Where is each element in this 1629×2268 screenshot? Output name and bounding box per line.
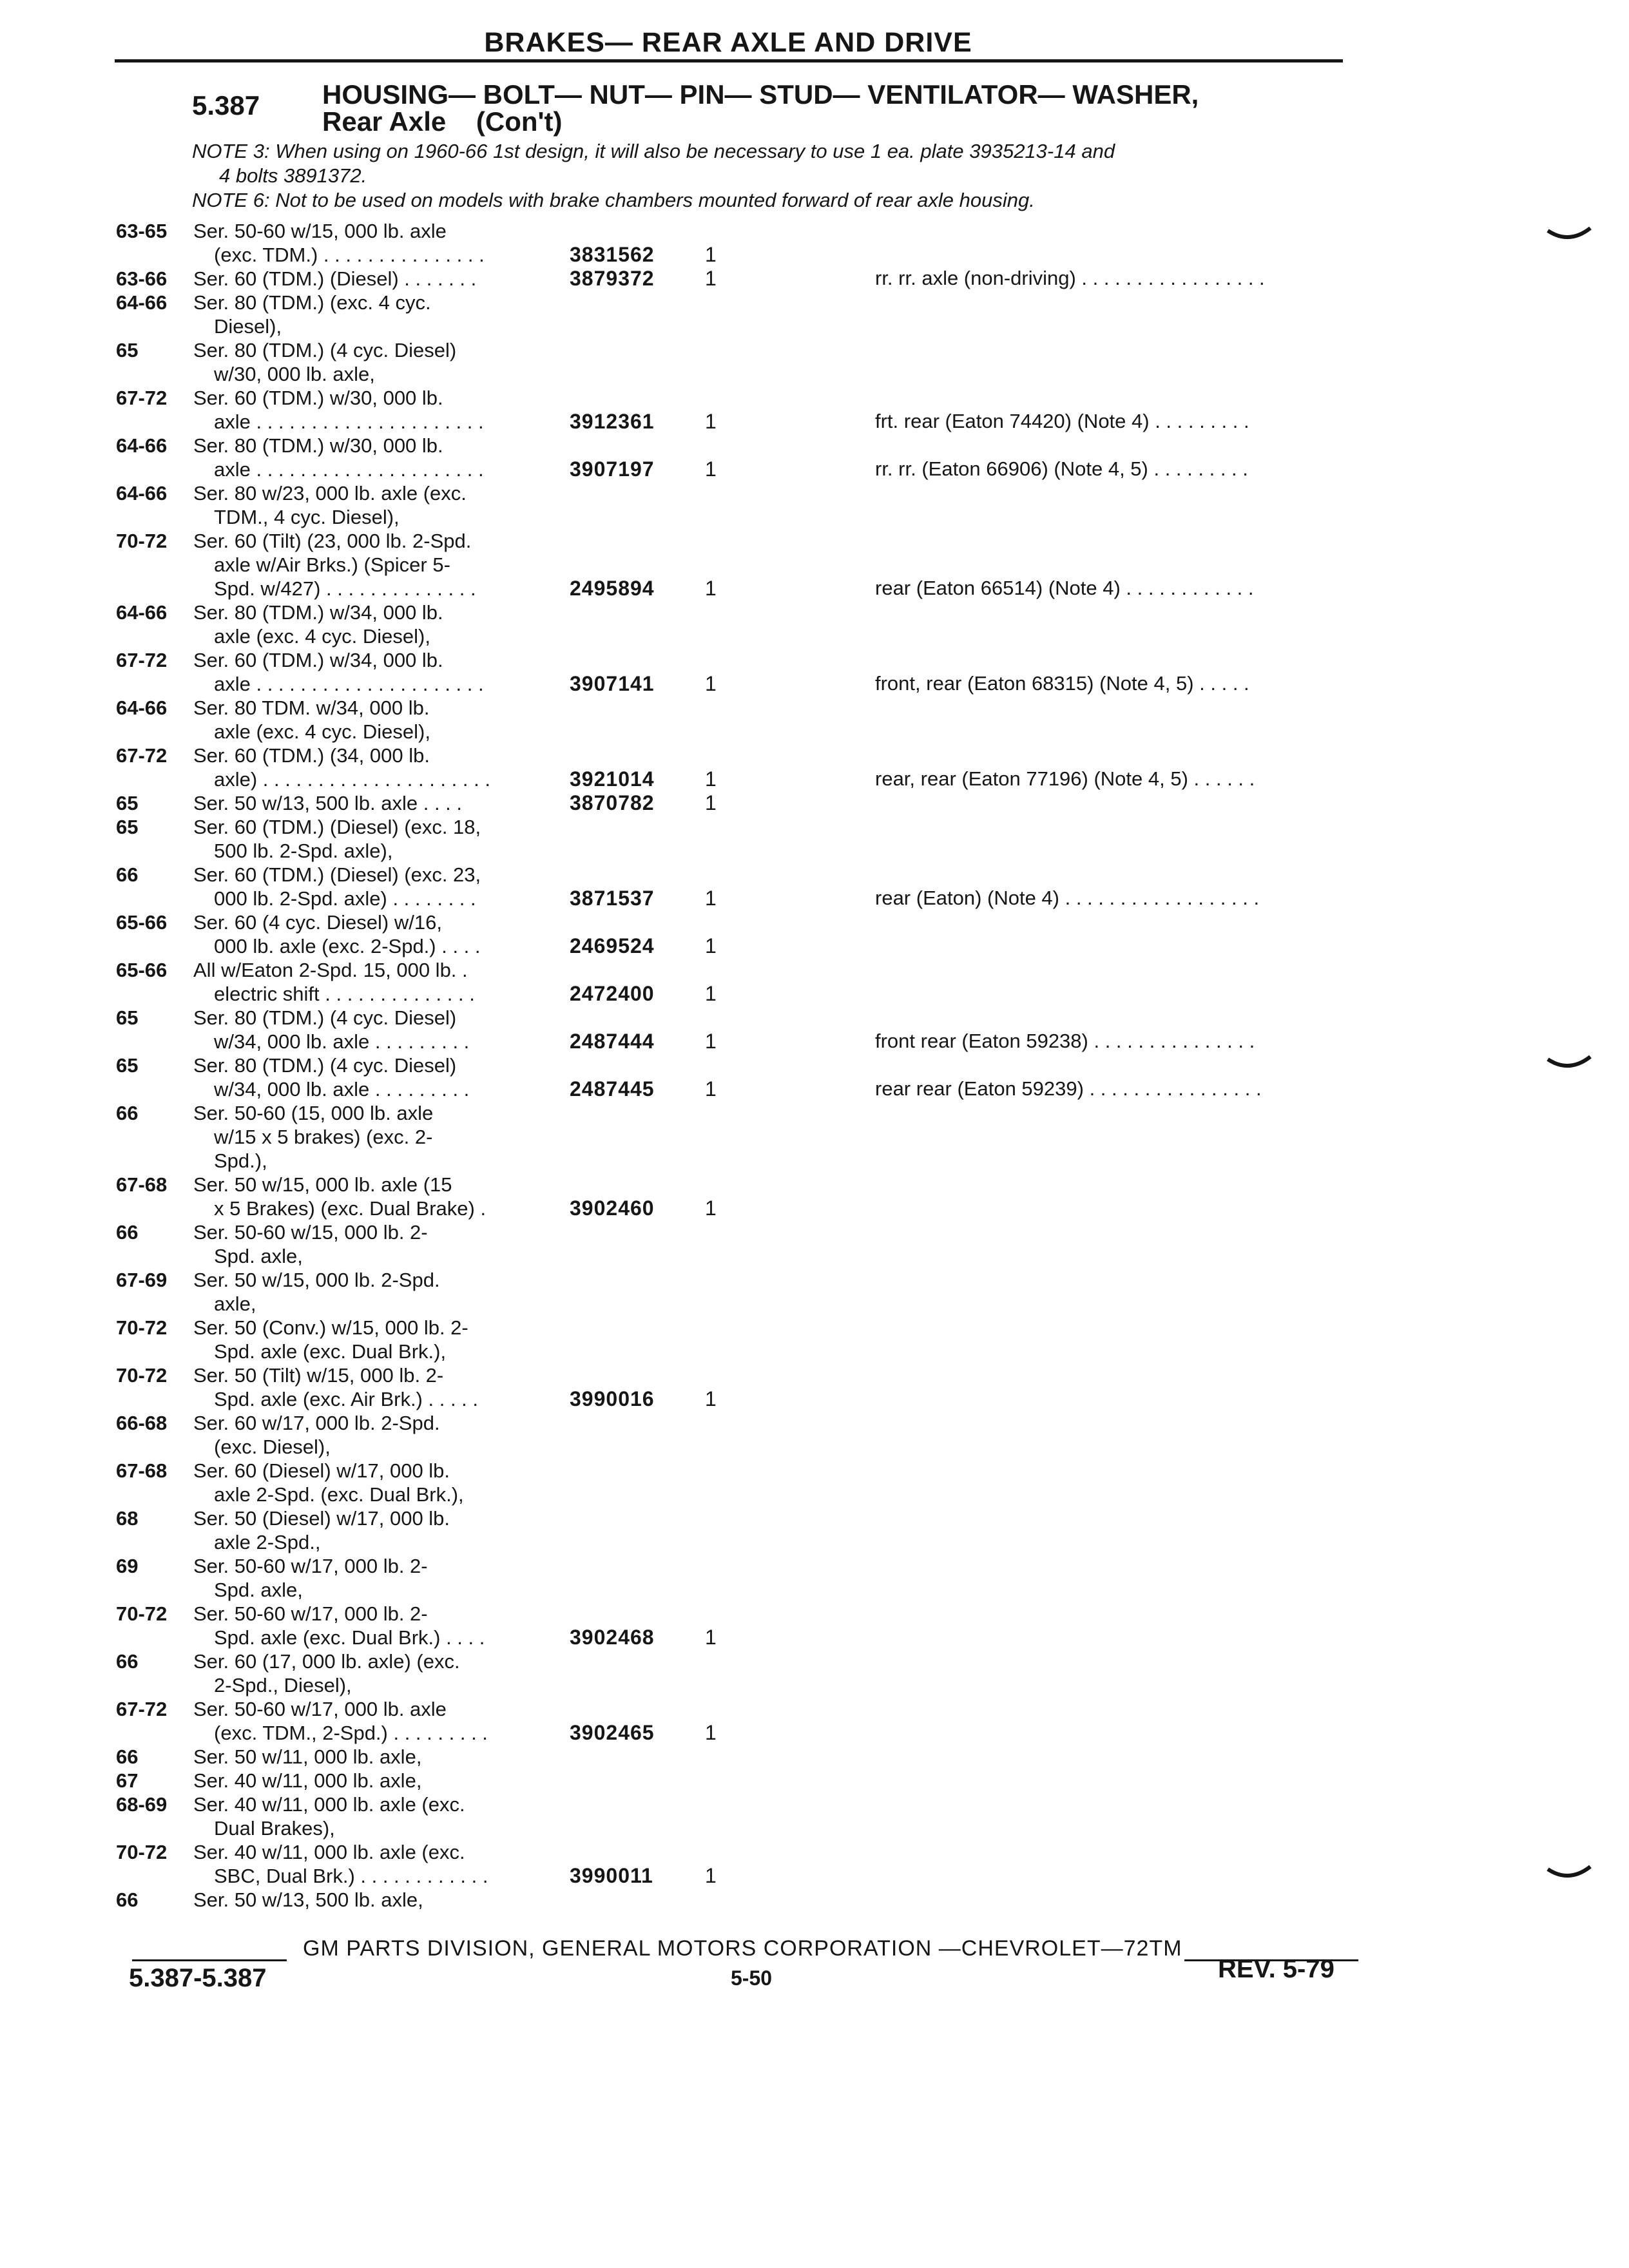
application-description — [193, 1053, 554, 1101]
quantity: 1 — [705, 243, 717, 266]
description-line: Spd. axle (exc. Air Brk.) . . . . . — [214, 1388, 479, 1410]
description-line: Ser. 40 w/11, 000 lb. axle (exc. — [193, 1841, 465, 1863]
usage-note: rr. rr. (Eaton 66906) (Note 4, 5) . . . . . . . . . — [875, 457, 1248, 480]
quantity: 1 — [705, 887, 717, 910]
model-years: 66 — [116, 1888, 139, 1911]
description-line: axle) . . . . . . . . . . . . . . . . . . . . . — [214, 768, 490, 791]
description-line: Ser. 50-60 w/15, 000 lb. 2- — [193, 1221, 428, 1244]
usage-note: rear, rear (Eaton 77196) (Note 4, 5) . . . . . . — [875, 767, 1255, 790]
application-description — [193, 1745, 554, 1769]
description-line: axle . . . . . . . . . . . . . . . . . . . . . — [214, 673, 484, 695]
quantity: 1 — [705, 267, 717, 290]
application-description — [193, 267, 554, 291]
application-description — [193, 1006, 554, 1053]
description-line: Ser. 50-60 w/17, 000 lb. axle — [193, 1698, 447, 1720]
model-years: 70-72 — [116, 530, 168, 552]
description-line: Ser. 80 TDM. w/34, 000 lb. — [193, 697, 430, 719]
description-line: Ser. 80 (TDM.) w/34, 000 lb. — [193, 601, 443, 624]
note-3-line1: NOTE 3: When using on 1960-66 1st design, it will also be necessary to use 1 ea. plate 3935213-14 and — [192, 140, 1115, 162]
application-description — [193, 1506, 554, 1554]
usage-note: front rear (Eaton 59238) . . . . . . . . . . . . . . . — [875, 1030, 1255, 1052]
description-line: Spd.), — [214, 1149, 267, 1172]
description-line: w/34, 000 lb. axle . . . . . . . . . — [214, 1030, 470, 1053]
model-years: 67-68 — [116, 1173, 168, 1196]
description-line: Ser. 80 (TDM.) (4 cyc. Diesel) — [193, 1006, 457, 1029]
model-years: 70-72 — [116, 1364, 168, 1387]
application-description — [193, 791, 554, 815]
footer-page-number: 5-50 — [731, 1966, 773, 1990]
usage-note: rear (Eaton 66514) (Note 4) . . . . . . . . . . . . — [875, 577, 1254, 599]
model-years: 67-68 — [116, 1459, 168, 1482]
margin-mark-icon — [1547, 226, 1592, 245]
quantity: 1 — [705, 1030, 717, 1053]
model-years: 66 — [116, 1650, 139, 1673]
page-header-title: BRAKES— REAR AXLE AND DRIVE — [484, 27, 972, 58]
application-description — [193, 1888, 554, 1912]
section-title-line2: Rear Axle (Con't) — [322, 106, 563, 137]
model-years: 68 — [116, 1507, 139, 1530]
part-number: 3902465 — [570, 1721, 655, 1744]
description-line: 000 lb. 2-Spd. axle) . . . . . . . . — [214, 887, 476, 910]
quantity: 1 — [705, 791, 717, 814]
quantity: 1 — [705, 982, 717, 1005]
description-line: Ser. 60 (TDM.) w/34, 000 lb. — [193, 649, 443, 671]
model-years: 65-66 — [116, 911, 168, 934]
part-number: 2495894 — [570, 577, 655, 600]
description-line: Ser. 40 w/11, 000 lb. axle (exc. — [193, 1793, 465, 1816]
part-number: 3902460 — [570, 1196, 655, 1220]
description-line: SBC, Dual Brk.) . . . . . . . . . . . . — [214, 1865, 488, 1887]
description-line: axle w/Air Brks.) (Spicer 5- — [214, 553, 450, 576]
application-description — [193, 1554, 554, 1602]
description-line: x 5 Brakes) (exc. Dual Brake) . — [214, 1197, 487, 1220]
part-number: 2469524 — [570, 934, 655, 957]
model-years: 65 — [116, 792, 139, 814]
description-line: Ser. 80 w/23, 000 lb. axle (exc. — [193, 482, 467, 505]
application-description — [193, 338, 554, 386]
description-line: (exc. TDM.) . . . . . . . . . . . . . . . — [214, 244, 485, 266]
description-line: Ser. 50 w/13, 500 lb. axle . . . . — [193, 792, 463, 814]
model-years: 66 — [116, 1221, 139, 1244]
description-line: axle 2-Spd. (exc. Dual Brk.), — [214, 1483, 464, 1506]
model-years: 65 — [116, 1054, 139, 1077]
part-number: 3907141 — [570, 672, 655, 695]
part-number: 3870782 — [570, 791, 655, 814]
model-years: 67-72 — [116, 387, 168, 409]
section-number: 5.387 — [192, 90, 260, 120]
application-description — [193, 1268, 554, 1316]
description-line: Spd. axle, — [214, 1579, 303, 1601]
description-line: axle, — [214, 1293, 256, 1315]
description-line: Dual Brakes), — [214, 1817, 335, 1840]
quantity: 1 — [705, 1077, 717, 1100]
model-years: 67 — [116, 1769, 139, 1792]
description-line: TDM., 4 cyc. Diesel), — [214, 506, 400, 528]
model-years: 64-66 — [116, 601, 168, 624]
part-number: 2487445 — [570, 1077, 655, 1100]
application-description — [193, 1602, 554, 1649]
description-line: axle . . . . . . . . . . . . . . . . . . . . . — [214, 410, 484, 433]
application-description — [193, 863, 554, 910]
description-line: Ser. 60 (Tilt) (23, 000 lb. 2-Spd. — [193, 530, 472, 552]
model-years: 69 — [116, 1555, 139, 1577]
description-line: Ser. 60 (TDM.) w/30, 000 lb. — [193, 387, 443, 409]
description-line: Ser. 60 (TDM.) (Diesel) (exc. 23, — [193, 863, 481, 886]
description-line: Spd. w/427) . . . . . . . . . . . . . . — [214, 577, 476, 600]
application-description — [193, 815, 554, 863]
description-line: Ser. 60 (Diesel) w/17, 000 lb. — [193, 1459, 450, 1482]
model-years: 64-66 — [116, 434, 168, 457]
description-line: Ser. 80 (TDM.) w/30, 000 lb. — [193, 434, 443, 457]
model-years: 65 — [116, 1006, 139, 1029]
part-number: 3871537 — [570, 887, 655, 910]
application-description — [193, 696, 554, 744]
application-description — [193, 1101, 554, 1173]
application-description — [193, 1792, 554, 1840]
quantity: 1 — [705, 1196, 717, 1220]
description-line: Ser. 50-60 w/15, 000 lb. axle — [193, 220, 447, 242]
application-description — [193, 958, 554, 1006]
application-description — [193, 219, 554, 267]
description-line: Ser. 80 (TDM.) (4 cyc. Diesel) — [193, 339, 457, 361]
quantity: 1 — [705, 457, 717, 481]
description-line: (exc. TDM., 2-Spd.) . . . . . . . . . — [214, 1722, 488, 1744]
note-3 — [192, 139, 1352, 188]
description-line: Ser. 60 w/17, 000 lb. 2-Spd. — [193, 1412, 440, 1434]
quantity: 1 — [705, 672, 717, 695]
part-number: 3902468 — [570, 1626, 655, 1649]
application-description — [193, 291, 554, 338]
description-line: 000 lb. axle (exc. 2-Spd.) . . . . — [214, 935, 481, 957]
description-line: w/30, 000 lb. axle, — [214, 363, 375, 385]
application-description — [193, 434, 554, 481]
quantity: 1 — [705, 1387, 717, 1410]
part-number: 3879372 — [570, 267, 655, 290]
description-line: Ser. 50-60 w/17, 000 lb. 2- — [193, 1555, 428, 1577]
model-years: 66-68 — [116, 1412, 168, 1434]
usage-note: rear (Eaton) (Note 4) . . . . . . . . . . . . . . . . . . — [875, 887, 1260, 909]
footer-revision: REV. 5-79 — [1218, 1955, 1335, 1983]
model-years: 67-72 — [116, 744, 168, 767]
quantity: 1 — [705, 767, 717, 791]
description-line: Ser. 80 (TDM.) (4 cyc. Diesel) — [193, 1054, 457, 1077]
description-line: Ser. 50 w/11, 000 lb. axle, — [193, 1745, 422, 1768]
part-number: 3907197 — [570, 457, 655, 481]
part-number: 2487444 — [570, 1030, 655, 1053]
description-line: Ser. 50 (Diesel) w/17, 000 lb. — [193, 1507, 450, 1530]
model-years: 70-72 — [116, 1316, 168, 1339]
quantity: 1 — [705, 577, 717, 600]
description-line: axle (exc. 4 cyc. Diesel), — [214, 720, 430, 743]
description-line: Spd. axle (exc. Dual Brk.), — [214, 1340, 447, 1363]
model-years: 63-66 — [116, 267, 168, 290]
part-number: 3831562 — [570, 243, 655, 266]
model-years: 67-72 — [116, 1698, 168, 1720]
model-years: 63-65 — [116, 220, 168, 242]
application-description — [193, 1411, 554, 1459]
application-description — [193, 1649, 554, 1697]
usage-note: front, rear (Eaton 68315) (Note 4, 5) . . . . . — [875, 672, 1249, 695]
quantity: 1 — [705, 1626, 717, 1649]
application-description — [193, 1220, 554, 1268]
part-number: 3990011 — [570, 1864, 653, 1887]
model-years: 66 — [116, 1745, 139, 1768]
section-title-line1: HOUSING— BOLT— NUT— PIN— STUD— VENTILATOR— WASHER, — [322, 79, 1199, 110]
application-description — [193, 1316, 554, 1363]
description-line: Ser. 60 (TDM.) (34, 000 lb. — [193, 744, 430, 767]
quantity: 1 — [705, 1721, 717, 1744]
description-line: w/34, 000 lb. axle . . . . . . . . . — [214, 1078, 470, 1100]
application-description — [193, 529, 554, 601]
application-description — [193, 1173, 554, 1220]
application-description — [193, 1769, 554, 1792]
application-description — [193, 648, 554, 696]
description-line: Ser. 40 w/11, 000 lb. axle, — [193, 1769, 422, 1792]
model-years: 67-72 — [116, 649, 168, 671]
description-line: Ser. 50 w/15, 000 lb. 2-Spd. — [193, 1269, 440, 1291]
application-description — [193, 601, 554, 648]
model-years: 64-66 — [116, 482, 168, 505]
application-description — [193, 1840, 554, 1888]
quantity: 1 — [705, 934, 717, 957]
note-3-line2: 4 bolts 3891372. — [219, 164, 367, 187]
description-line: axle 2-Spd., — [214, 1531, 321, 1553]
footer-company: GM PARTS DIVISION, GENERAL MOTORS CORPORATION —CHEVROLET—72TM — [303, 1936, 1182, 1961]
quantity: 1 — [705, 410, 717, 433]
model-years: 64-66 — [116, 291, 168, 314]
description-line: Ser. 60 (4 cyc. Diesel) w/16, — [193, 911, 442, 934]
part-number: 3921014 — [570, 767, 655, 791]
model-years: 66 — [116, 863, 139, 886]
description-line: axle (exc. 4 cyc. Diesel), — [214, 625, 430, 648]
model-years: 66 — [116, 1102, 139, 1124]
description-line: Ser. 50 w/13, 500 lb. axle, — [193, 1888, 423, 1911]
application-description — [193, 1697, 554, 1745]
description-line: w/15 x 5 brakes) (exc. 2- — [214, 1126, 433, 1148]
description-line: Ser. 50 (Conv.) w/15, 000 lb. 2- — [193, 1316, 468, 1339]
application-description — [193, 481, 554, 529]
model-years: 68-69 — [116, 1793, 168, 1816]
description-line: Ser. 60 (TDM.) (Diesel) . . . . . . . — [193, 267, 477, 290]
model-years: 65-66 — [116, 959, 168, 981]
model-years: 64-66 — [116, 697, 168, 719]
part-number: 3912361 — [570, 410, 655, 433]
description-line: Ser. 60 (17, 000 lb. axle) (exc. — [193, 1650, 460, 1673]
description-line: (exc. Diesel), — [214, 1436, 331, 1458]
description-line: Diesel), — [214, 315, 282, 338]
description-line: 500 lb. 2-Spd. axle), — [214, 840, 393, 862]
application-description — [193, 744, 554, 791]
description-line: electric shift . . . . . . . . . . . . . . — [214, 983, 475, 1005]
footer-section-range: 5.387-5.387 — [129, 1964, 267, 1992]
application-description — [193, 1363, 554, 1411]
description-line: Ser. 50 w/15, 000 lb. axle (15 — [193, 1173, 452, 1196]
note-6: NOTE 6: Not to be used on models with brake chambers mounted forward of rear axle housing. — [192, 189, 1035, 211]
application-description — [193, 1459, 554, 1506]
margin-mark-icon — [1547, 1864, 1592, 1883]
quantity: 1 — [705, 1864, 717, 1887]
part-number: 2472400 — [570, 982, 655, 1005]
application-description — [193, 910, 554, 958]
description-line: Spd. axle (exc. Dual Brk.) . . . . — [214, 1626, 485, 1649]
model-years: 65 — [116, 816, 139, 838]
application-description — [193, 386, 554, 434]
description-line: Ser. 50-60 w/17, 000 lb. 2- — [193, 1602, 428, 1625]
usage-note: rear rear (Eaton 59239) . . . . . . . . . . . . . . . . — [875, 1077, 1262, 1100]
part-number: 3990016 — [570, 1387, 655, 1410]
header-rule — [115, 59, 1343, 62]
description-line: All w/Eaton 2-Spd. 15, 000 lb. . — [193, 959, 468, 981]
model-years: 65 — [116, 339, 139, 361]
usage-note: frt. rear (Eaton 74420) (Note 4) . . . . . . . . . — [875, 410, 1249, 432]
model-years: 70-72 — [116, 1602, 168, 1625]
usage-note: rr. rr. axle (non-driving) . . . . . . . . . . . . . . . . . — [875, 267, 1265, 289]
section-title — [322, 81, 1199, 135]
model-years: 70-72 — [116, 1841, 168, 1863]
description-line: Spd. axle, — [214, 1245, 303, 1267]
description-line: Ser. 60 (TDM.) (Diesel) (exc. 18, — [193, 816, 481, 838]
model-years: 67-69 — [116, 1269, 168, 1291]
description-line: Ser. 80 (TDM.) (exc. 4 cyc. — [193, 291, 431, 314]
description-line: 2-Spd., Diesel), — [214, 1674, 352, 1696]
description-line: axle . . . . . . . . . . . . . . . . . . . . . — [214, 458, 484, 481]
margin-mark-icon — [1547, 1054, 1592, 1073]
description-line: Ser. 50 (Tilt) w/15, 000 lb. 2- — [193, 1364, 444, 1387]
footer-rule-left — [132, 1959, 287, 1961]
description-line: Ser. 50-60 (15, 000 lb. axle — [193, 1102, 434, 1124]
